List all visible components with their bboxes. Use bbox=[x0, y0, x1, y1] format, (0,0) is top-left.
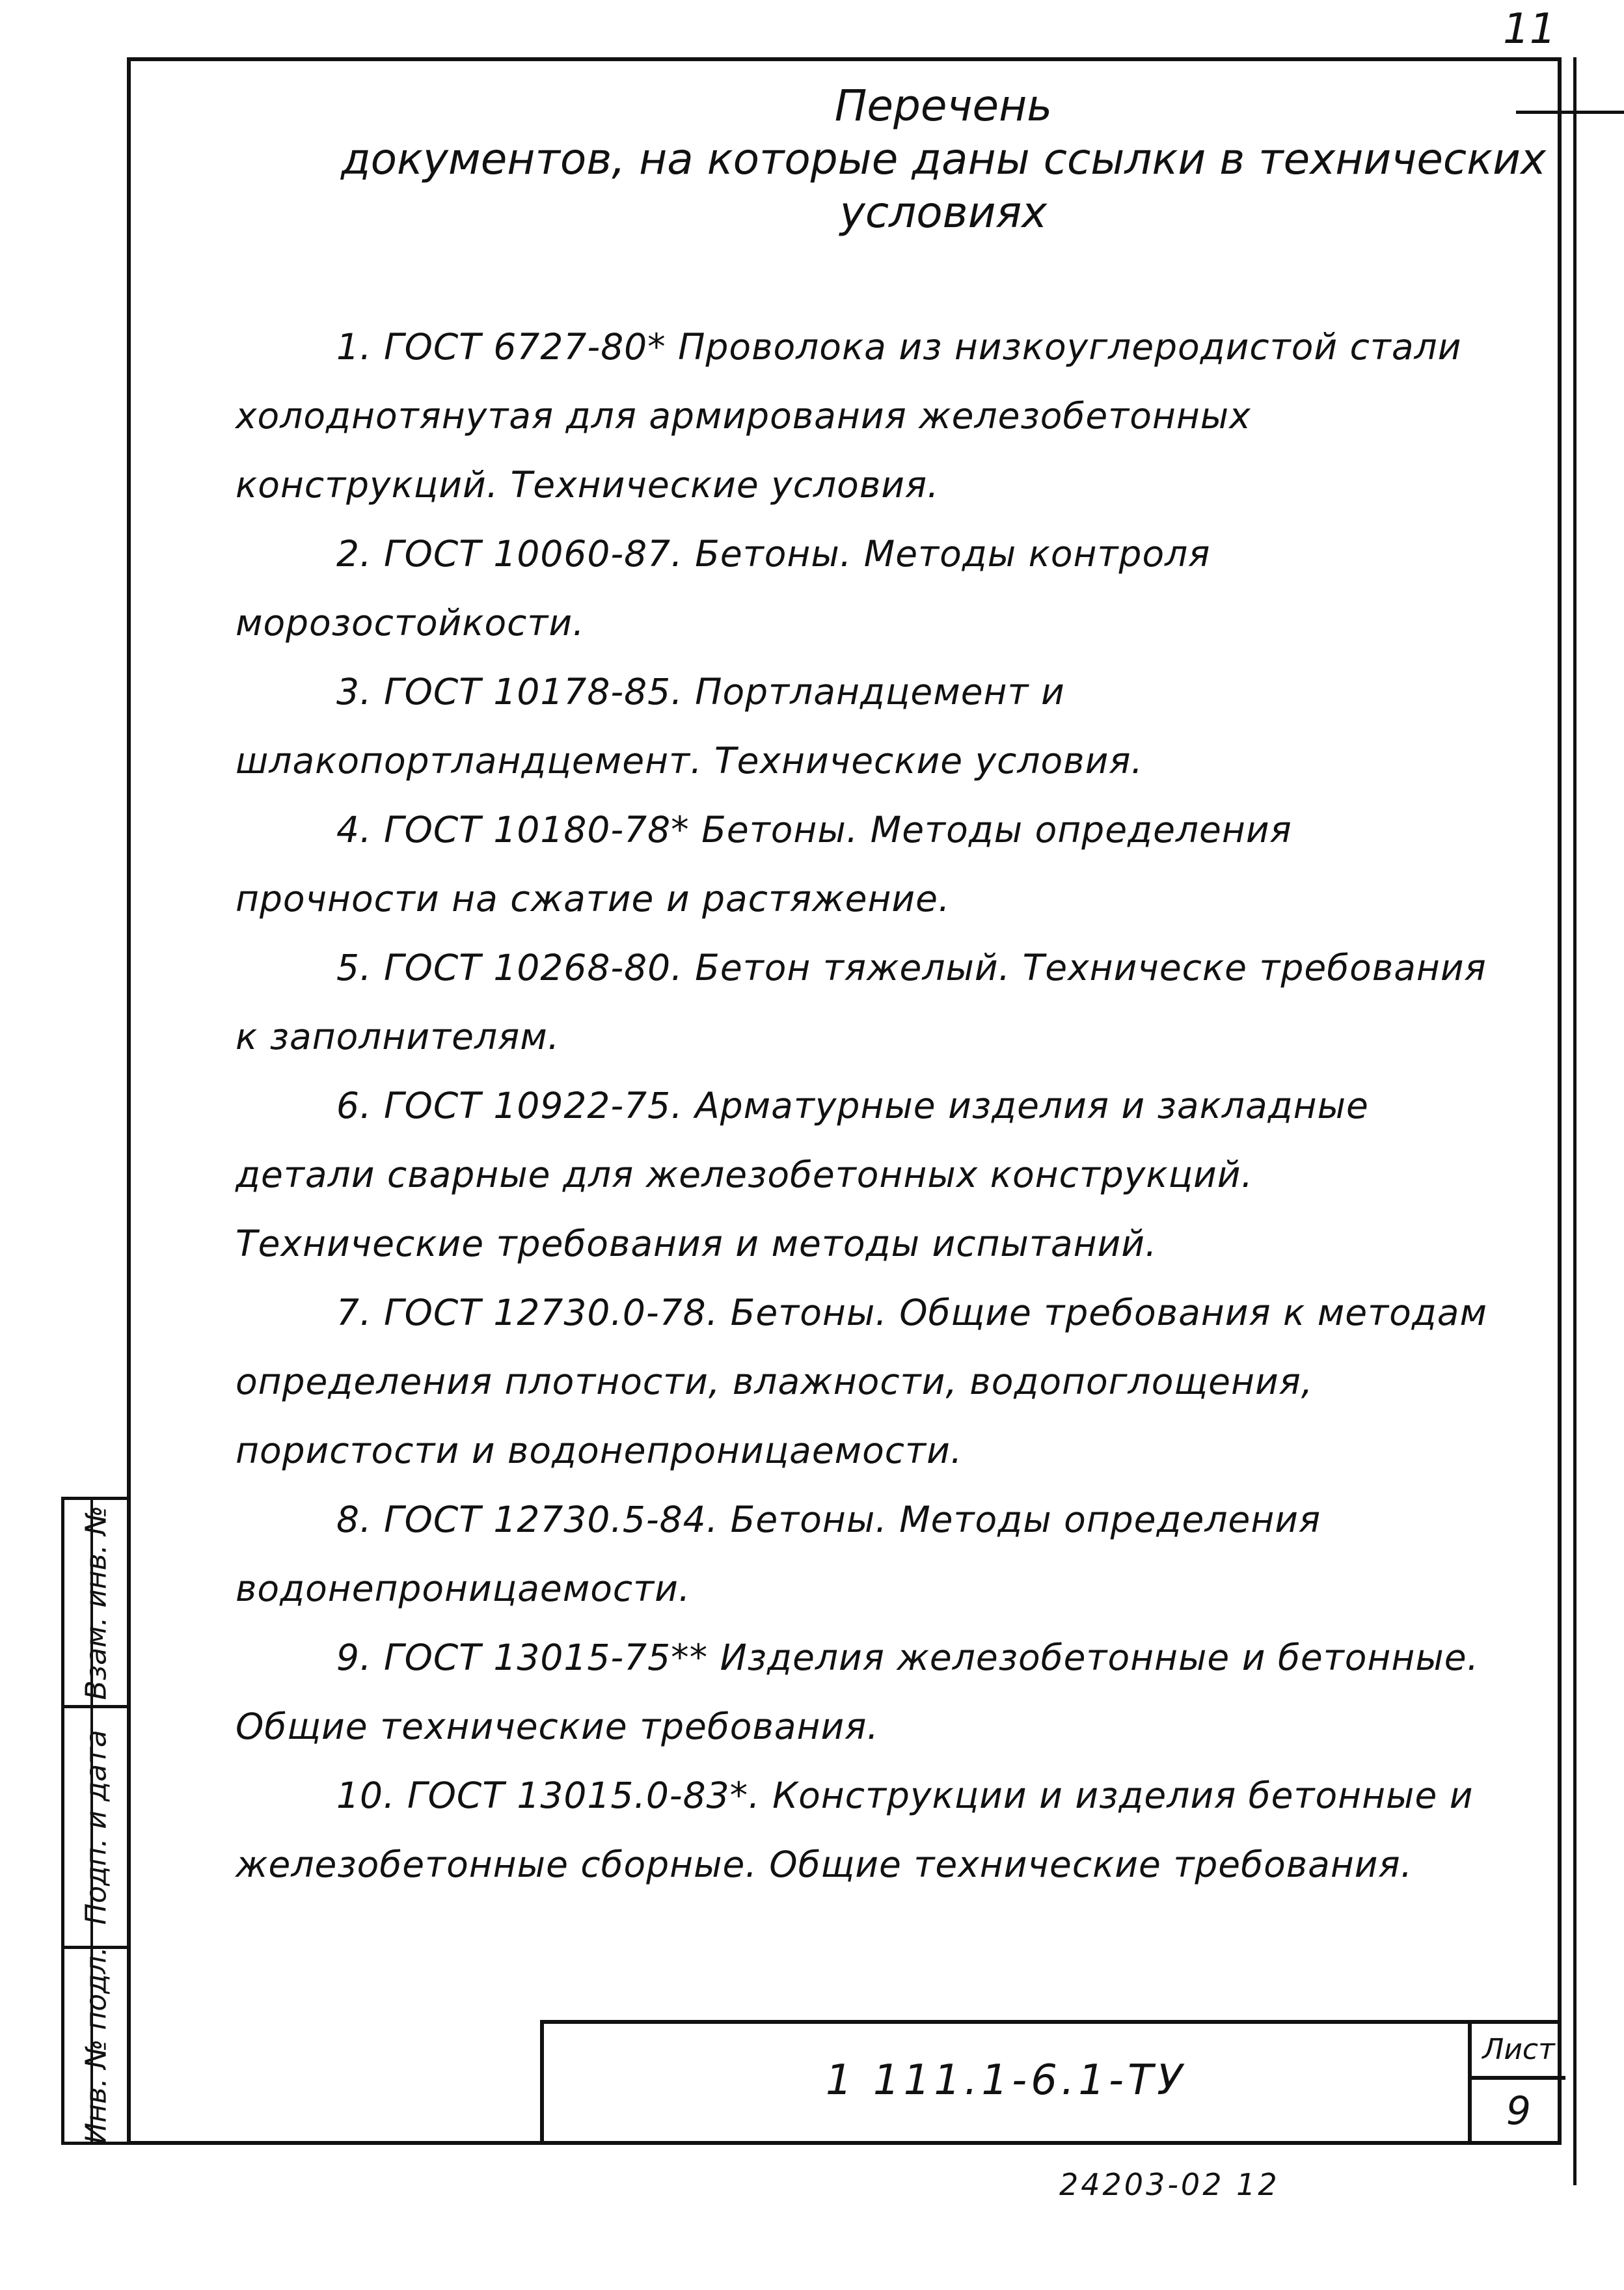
list-item: 4. ГОСТ 10180-78* Бетоны. Методы определения прочности на сжатие и растяжение. bbox=[236, 809, 1292, 920]
list-item: 7. ГОСТ 12730.0-78. Бетоны. Общие требования к методам определения плотности, влажности, водопоглощения, пористости и водонепроницаемости. bbox=[236, 1292, 1487, 1471]
list-item: 5. ГОСТ 10268-80. Бетон тяжелый. Техническе требования к заполнителям. bbox=[236, 947, 1487, 1057]
list-item: 6. ГОСТ 10922-75. Арматурные изделия и закладные детали сварные для железобетонных конструкций. Технические требования и методы испытаний. bbox=[236, 1085, 1369, 1264]
document-code: 1 111.1-6.1-ТУ bbox=[825, 2056, 1187, 2105]
side-label-signature-date: Подп. и дата bbox=[79, 1729, 113, 1925]
sheet-label: Лист bbox=[1472, 2024, 1565, 2080]
side-approval-strip bbox=[61, 1497, 131, 2145]
side-label-interchange: Взам. инв. № bbox=[79, 1505, 113, 1700]
sheet-box bbox=[1468, 2024, 1565, 2145]
document-list bbox=[236, 312, 1504, 1899]
sheet-number: 9 bbox=[1506, 2088, 1532, 2134]
title-line-3: условиях bbox=[839, 187, 1048, 238]
right-margin-line bbox=[1573, 57, 1577, 2185]
page-number: 11 bbox=[1503, 5, 1556, 53]
list-item: 2. ГОСТ 10060-87. Бетоны. Методы контроля морозостойкости. bbox=[236, 533, 1211, 644]
list-item: 8. ГОСТ 12730.5-84. Бетоны. Методы определения водонепроницаемости. bbox=[236, 1499, 1321, 1609]
list-item: 10. ГОСТ 13015.0-83*. Конструкции и изделия бетонные и железобетонные сборные. Общие технические требования. bbox=[236, 1775, 1474, 1885]
side-cell-interchange bbox=[64, 1500, 128, 1708]
list-item: 9. ГОСТ 13015-75** Изделия железобетонные и бетонные. Общие технические требования. bbox=[236, 1637, 1480, 1747]
side-cell-signature bbox=[64, 1708, 128, 1949]
list-item: 3. ГОСТ 10178-85. Портландцемент и шлакопортландцемент. Технические условия. bbox=[236, 671, 1143, 782]
title-line-1: Перечень bbox=[834, 81, 1053, 131]
title-line-2: документов, на которые даны ссылки в технических bbox=[340, 134, 1547, 184]
title-block bbox=[322, 0, 1565, 239]
side-label-original-inventory: Инв. № подл. bbox=[79, 1946, 113, 2144]
title-stamp bbox=[540, 2020, 1562, 2145]
archive-number: 24203-02 12 bbox=[1059, 2167, 1280, 2202]
list-item: 1. ГОСТ 6727-80* Проволока из низкоуглеродистой стали холоднотянутая для армирования железобетонных конструкций. Технические условия. bbox=[236, 326, 1462, 506]
side-cell-original bbox=[64, 1946, 128, 2144]
